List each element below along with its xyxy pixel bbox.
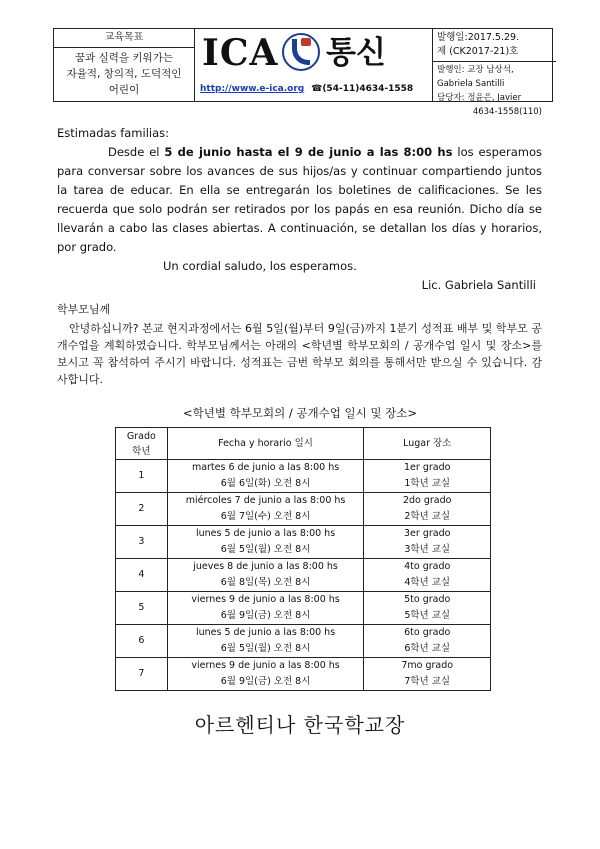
newsletter-header bbox=[53, 28, 553, 117]
greeting-es: Estimadas familias: bbox=[57, 126, 170, 140]
place-cell bbox=[364, 658, 491, 691]
divider bbox=[433, 61, 556, 62]
table-row bbox=[116, 625, 491, 658]
body-es-start: Desde el bbox=[108, 145, 165, 159]
header-place: Lugar 장소 bbox=[364, 428, 491, 460]
datetime-cell bbox=[167, 559, 364, 592]
grade-cell: 4 bbox=[116, 559, 168, 592]
school-name-footer: 아르헨티나 한국학교장 bbox=[194, 713, 406, 737]
datetime-cell bbox=[167, 460, 364, 493]
grade-cell: 3 bbox=[116, 526, 168, 559]
datetime-es: jueves 8 de junio a las 8:00 hs bbox=[193, 561, 338, 572]
datetime-cell bbox=[167, 526, 364, 559]
place-kr: 6학년 교실 bbox=[404, 643, 451, 654]
spanish-letter bbox=[57, 124, 542, 295]
newsletter-title: 통신 bbox=[326, 35, 386, 71]
place-kr: 4학년 교실 bbox=[404, 577, 451, 588]
grade-cell: 2 bbox=[116, 493, 168, 526]
table-row bbox=[116, 658, 491, 691]
body-kr: 안녕하십니까? 본교 현지과정에서는 6월 5일(월)부터 9일(금)까지 1분기 성적표 배부 및 학부모 공개수업을 계획하였습니다. 학부모님께서는 아래의 <학년별 학부모회의 / 공개수업 일시 및 장소>를 보시고 꼭 참석하여 주시기 바랍니다. 성적표는 금번 학부모 회의를 통해서만 받으실 수 있습니다. 감사합니다. bbox=[57, 322, 542, 386]
place-kr: 5학년 교실 bbox=[404, 610, 451, 621]
logo-text: ICA bbox=[202, 32, 279, 74]
place-es: 2do grado bbox=[402, 495, 452, 506]
datetime-cell bbox=[167, 625, 364, 658]
header-grade-es: Grado bbox=[126, 430, 156, 442]
korean-letter bbox=[57, 301, 542, 388]
contact-line bbox=[200, 84, 413, 94]
publisher: 발행인: 교장 남상석, Gabriela Santilli bbox=[437, 65, 514, 89]
datetime-es: martes 6 de junio a las 8:00 hs bbox=[191, 462, 340, 473]
datetime-kr: 6월 6일(화) 오전 8시 bbox=[220, 478, 311, 489]
datetime-es: lunes 5 de junio a las 8:00 hs bbox=[195, 528, 336, 539]
place-cell bbox=[364, 526, 491, 559]
goal-label: 교육목표 bbox=[54, 29, 194, 48]
place-kr: 1학년 교실 bbox=[404, 478, 451, 489]
datetime-kr: 6월 9일(금) 오전 8시 bbox=[220, 610, 311, 621]
closing-es: Un cordial saludo, los esperamos. bbox=[163, 259, 357, 273]
place-es: 4to grado bbox=[404, 561, 451, 572]
table-header-row bbox=[116, 428, 491, 460]
datetime-cell bbox=[167, 592, 364, 625]
place-cell bbox=[364, 493, 491, 526]
place-kr: 2학년 교실 bbox=[404, 511, 451, 522]
greeting-kr: 학부모님께 bbox=[57, 303, 111, 316]
header-datetime: Fecha y horario 일시 bbox=[167, 428, 364, 460]
motto-line: 어린이 bbox=[108, 84, 140, 96]
place-cell bbox=[364, 460, 491, 493]
masthead bbox=[195, 29, 432, 101]
grade-cell: 7 bbox=[116, 658, 168, 691]
place-es: 3er grado bbox=[404, 528, 451, 539]
school-goal-box bbox=[54, 29, 195, 101]
date-range-highlight: 5 de junio hasta el 9 de junio a las 8:00 hs bbox=[164, 145, 453, 159]
datetime-kr: 6월 8일(목) 오전 8시 bbox=[220, 577, 311, 588]
place-es: 1er grado bbox=[404, 462, 451, 473]
datetime-kr: 6월 9일(금) 오전 8시 bbox=[220, 676, 311, 687]
issue-date: 발행일:2017.5.29. bbox=[437, 32, 520, 43]
schedule-table bbox=[115, 427, 491, 691]
datetime-es: lunes 5 de junio a las 8:00 hs bbox=[195, 627, 336, 638]
contact-phone: 4634-1558(110) bbox=[472, 107, 542, 117]
datetime-es: viernes 9 de junio a las 8:00 hs bbox=[191, 594, 340, 605]
website-link[interactable]: http://www.e-ica.org bbox=[200, 84, 305, 94]
datetime-kr: 6월 5일(월) 오전 8시 bbox=[220, 643, 311, 654]
header-grade-kr: 학년 bbox=[132, 445, 151, 457]
table-row bbox=[116, 493, 491, 526]
signature: Lic. Gabriela Santilli bbox=[421, 278, 536, 292]
datetime-es: miércoles 7 de junio a las 8:00 hs bbox=[185, 495, 346, 506]
header-grade bbox=[116, 428, 168, 460]
place-cell bbox=[364, 625, 491, 658]
motto-line: 자율적, 창의적, 도덕적인 bbox=[66, 68, 182, 80]
table-row bbox=[116, 460, 491, 493]
datetime-kr: 6월 5일(월) 오전 8시 bbox=[220, 544, 311, 555]
school-emblem-icon bbox=[282, 33, 320, 71]
body-es-rest: los esperamos para conversar sobre los avances de sus hijos/as y continuar compartiendo juntos la tarea de educar. En ella se entregarán los boletines de calificaciones. Se les recuerda que solo podrán ser retirados por los papás en esa reunión. Dicho día se llevarán a cabo las clases abiertas. A continuación, se detallan los días y horarios, por grado. bbox=[57, 145, 542, 254]
school-motto bbox=[54, 48, 194, 98]
datetime-kr: 6월 7일(수) 오전 8시 bbox=[220, 511, 311, 522]
contact-person: 담당자: 정윤은, Javier bbox=[437, 93, 522, 103]
issue-number: 제 (CK2017-21)호 bbox=[437, 46, 519, 57]
place-cell bbox=[364, 592, 491, 625]
grade-cell: 6 bbox=[116, 625, 168, 658]
place-es: 6to grado bbox=[404, 627, 451, 638]
grade-cell: 1 bbox=[116, 460, 168, 493]
place-kr: 3학년 교실 bbox=[404, 544, 451, 555]
table-row bbox=[116, 559, 491, 592]
place-cell bbox=[364, 559, 491, 592]
issue-info bbox=[432, 29, 552, 117]
grade-cell: 5 bbox=[116, 592, 168, 625]
body-es bbox=[57, 143, 542, 257]
datetime-es: viernes 9 de junio a las 8:00 hs bbox=[191, 660, 340, 671]
motto-line: 꿈과 실력을 키워가는 bbox=[75, 52, 173, 64]
school-phone: ☎(54-11)4634-1558 bbox=[311, 84, 414, 94]
place-kr: 7학년 교실 bbox=[404, 676, 451, 687]
table-caption: <학년별 학부모회의 / 공개수업 일시 및 장소> bbox=[183, 406, 417, 420]
table-row bbox=[116, 526, 491, 559]
table-row bbox=[116, 592, 491, 625]
datetime-cell bbox=[167, 658, 364, 691]
place-es: 7mo grado bbox=[401, 660, 454, 671]
place-es: 5to grado bbox=[404, 594, 451, 605]
datetime-cell bbox=[167, 493, 364, 526]
